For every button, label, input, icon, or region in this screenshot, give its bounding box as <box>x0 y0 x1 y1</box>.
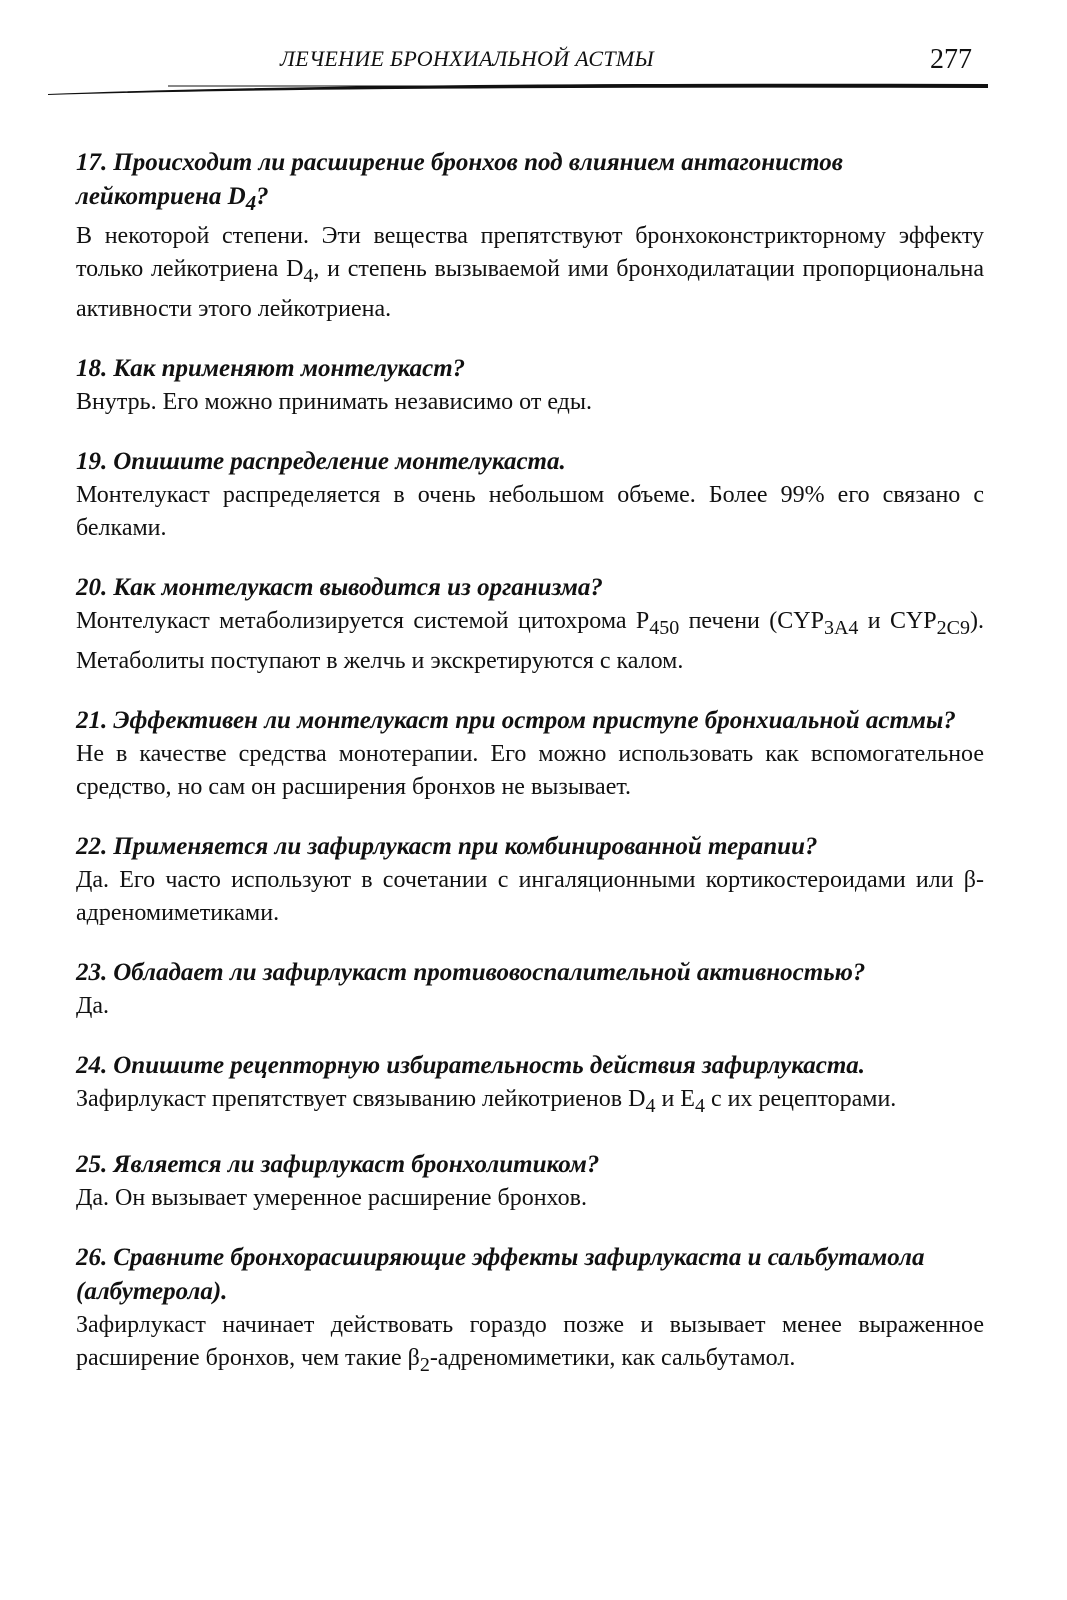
question <box>76 1241 984 1309</box>
answer-text: В некоторой степени. Эти вещества препятствуют бронхоконстрикторному эффекту только лейкотриена $D_4$, и степень вызываемой ими бронходилатации пропорциональна активности этого лейкотриена. <box>76 223 985 322</box>
question-text: Как монтелукаст выводится из организма? <box>113 573 603 601</box>
question <box>76 352 984 386</box>
answer-text: Не в качестве средства монотерапии. Его можно использовать как вспомогательное средство, но сам он расширения бронхов не вызывает. <box>76 740 984 800</box>
qa-item <box>76 445 984 545</box>
question <box>76 445 984 479</box>
qa-item <box>76 830 984 930</box>
qa-item <box>76 704 984 804</box>
qa-item <box>76 571 984 678</box>
question-number: 24. <box>76 1051 108 1079</box>
question-text: Эффективен ли монтелукаст при остром приступе бронхиальной астмы? <box>113 706 956 734</box>
answer-text: Да. Он вызывает умеренное расширение бронхов. <box>76 1185 587 1212</box>
question <box>76 830 984 864</box>
running-head <box>0 40 1067 84</box>
question-text: Обладает ли зафирлукаст противовоспалительной активностью? <box>113 958 866 986</box>
question-number: 23. <box>76 958 108 986</box>
question-number: 19. <box>76 447 108 475</box>
question <box>76 1148 984 1182</box>
question-number: 26. <box>76 1244 108 1272</box>
page-number: 277 <box>930 44 972 75</box>
question <box>76 1049 984 1083</box>
question-text: Сравните бронхорасширяющие эффекты зафирлукаста и сальбутамола (албутерола). <box>76 1244 925 1306</box>
answer-text: Зафирлукаст препятствует связыванию лейкотриенов $D_4$ и $E_4$ с их рецепторами. <box>76 1085 897 1117</box>
question <box>76 956 984 990</box>
qa-item <box>76 1241 984 1382</box>
question-text: Как применяют монтелукаст? <box>113 354 466 382</box>
question <box>76 704 984 738</box>
question-text: Является ли зафирлукаст бронхолитиком? <box>113 1151 600 1179</box>
qa-item <box>76 1049 984 1123</box>
question-text: Происходит ли расширение бронхов под влиянием антагонистов лейкотриена $D_4$? <box>76 149 843 215</box>
qa-item <box>76 956 984 1023</box>
qa-list <box>76 146 984 1408</box>
running-title: ЛЕЧЕНИЕ БРОНХИАЛЬНОЙ АСТМЫ <box>280 46 655 71</box>
question <box>76 571 984 605</box>
question-number: 25. <box>76 1151 108 1179</box>
answer-text: Внутрь. Его можно принимать независимо от еды. <box>76 388 592 415</box>
question-number: 22. <box>76 832 108 860</box>
qa-item <box>76 352 984 419</box>
answer-text: Монтелукаст метаболизируется системой цитохрома $P_{450}$ печени ($CYP_{3A4}$ и $CYP_{2C9}$). Метаболиты поступают в желчь и экскретируются с калом. <box>76 607 984 674</box>
question-text: Применяется ли зафирлукаст при комбинированной терапии? <box>113 832 818 860</box>
question-number: 20. <box>76 573 108 601</box>
qa-item <box>76 1148 984 1215</box>
answer-text: Да. Его часто используют в сочетании с ингаляционными кортикостероидами или β-адреномиметиками. <box>76 866 984 926</box>
question-number: 17. <box>76 149 108 176</box>
answer-text: Монтелукаст распределяется в очень небольшом объеме. Более 99% его связано с белками. <box>76 481 984 541</box>
question-text: Опишите распределение монтелукаста. <box>113 447 566 475</box>
question-number: 18. <box>76 354 108 382</box>
question-text: Опишите рецепторную избирательность действия зафирлукаста. <box>113 1051 866 1079</box>
question-number: 21. <box>76 706 108 734</box>
answer-text: Зафирлукаст начинает действовать гораздо позже и вызывает менее выраженное расширение бронхов, чем такие $\beta_2$-адреномиметики, как сальбутамол. <box>76 1312 984 1377</box>
header-rule <box>48 82 988 96</box>
qa-item <box>76 146 984 326</box>
answer-text: Да. <box>76 992 110 1019</box>
question <box>76 146 984 220</box>
